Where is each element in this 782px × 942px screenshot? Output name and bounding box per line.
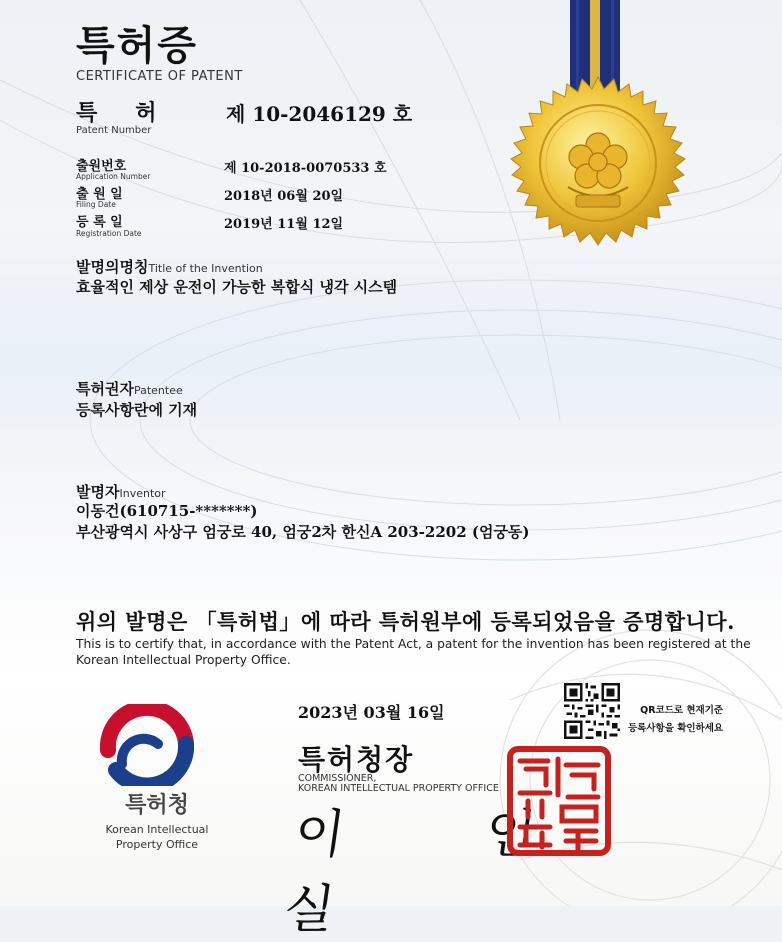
filing-date-label-en: Filing Date [76, 200, 116, 209]
inventor-name: 이동건(610715-*******) [76, 502, 258, 520]
commissioner-title-en-line-1: COMMISSIONER, [298, 773, 377, 784]
inventor-label-en: Inventor [119, 487, 166, 500]
application-number-label-en: Application Number [76, 172, 151, 181]
qr-note [628, 702, 723, 738]
kipo-name: 특허청 [125, 792, 189, 818]
patentee-value: 등록사항란에 기재 [76, 401, 198, 419]
kipo-name-en-line-1: Korean Intellectual [105, 823, 209, 836]
application-number-value: 제 10-2018-0070533 호 [224, 161, 387, 176]
issue-date: 2023년 03월 16일 [298, 703, 445, 722]
patent-number-value: 제 10-2046129 호 [226, 102, 413, 126]
commissioner-title: 특허청장 [298, 743, 415, 776]
filing-date-label: 출 원 일 [76, 187, 123, 202]
certificate-title: 특허증 [76, 22, 198, 69]
gold-seal-medal [510, 75, 686, 251]
certification-statement-ko: 위의 발명은 「특허법」에 따라 특허원부에 등록되었음을 증명합니다. [76, 609, 735, 634]
invention-title-heading [76, 256, 263, 277]
registration-date-value: 2019년 11월 12일 [224, 217, 344, 232]
patent-number-label-en: Patent Number [76, 125, 152, 136]
inventor-address: 부산광역시 사상구 엄궁로 40, 엄궁2차 한신A 203-2202 (엄궁동) [76, 523, 530, 541]
kipo-name-en-line-2: Property Office [115, 838, 199, 851]
qr-code[interactable] [564, 683, 620, 739]
patent-number-label: 특허 [76, 100, 195, 126]
qr-note-line-2: 등록사항을 확인하세요 [628, 723, 724, 734]
certificate-title-en: CERTIFICATE OF PATENT [76, 69, 243, 84]
official-seal-stamp [506, 745, 612, 857]
inventor-label: 발명자 [76, 483, 120, 501]
kipo-logo [100, 704, 194, 786]
patentee-heading [76, 378, 183, 399]
registration-date-label-en: Registration Date [76, 229, 142, 238]
patentee-label-en: Patentee [133, 384, 183, 397]
patentee-label: 특허권자 [76, 380, 134, 398]
invention-title-label: 발명의명칭 [76, 258, 149, 276]
filing-date-value: 2018년 06월 20일 [224, 189, 344, 204]
certification-statement-en: This is to certify that, in accordance with the Patent Act, a patent for the invention has been registered at the Korean Intellectual Property Office. [76, 637, 751, 667]
qr-note-line-1: QR코드로 현재기준 [640, 705, 724, 716]
inventor-heading [76, 481, 166, 502]
commissioner-title-en [298, 774, 528, 794]
application-number-label: 출원번호 [76, 159, 127, 174]
registration-date-label: 등 록 일 [76, 215, 123, 230]
invention-title-label-en: Title of the Invention [148, 262, 263, 275]
commissioner-signature: 이 인 실 [279, 805, 602, 940]
invention-title-value: 효율적인 제상 운전이 가능한 복합식 냉각 시스템 [76, 278, 398, 296]
commissioner-title-en-line-2: KOREAN INTELLECTUAL PROPERTY OFFICE [298, 783, 499, 794]
kipo-name-en [72, 822, 242, 852]
